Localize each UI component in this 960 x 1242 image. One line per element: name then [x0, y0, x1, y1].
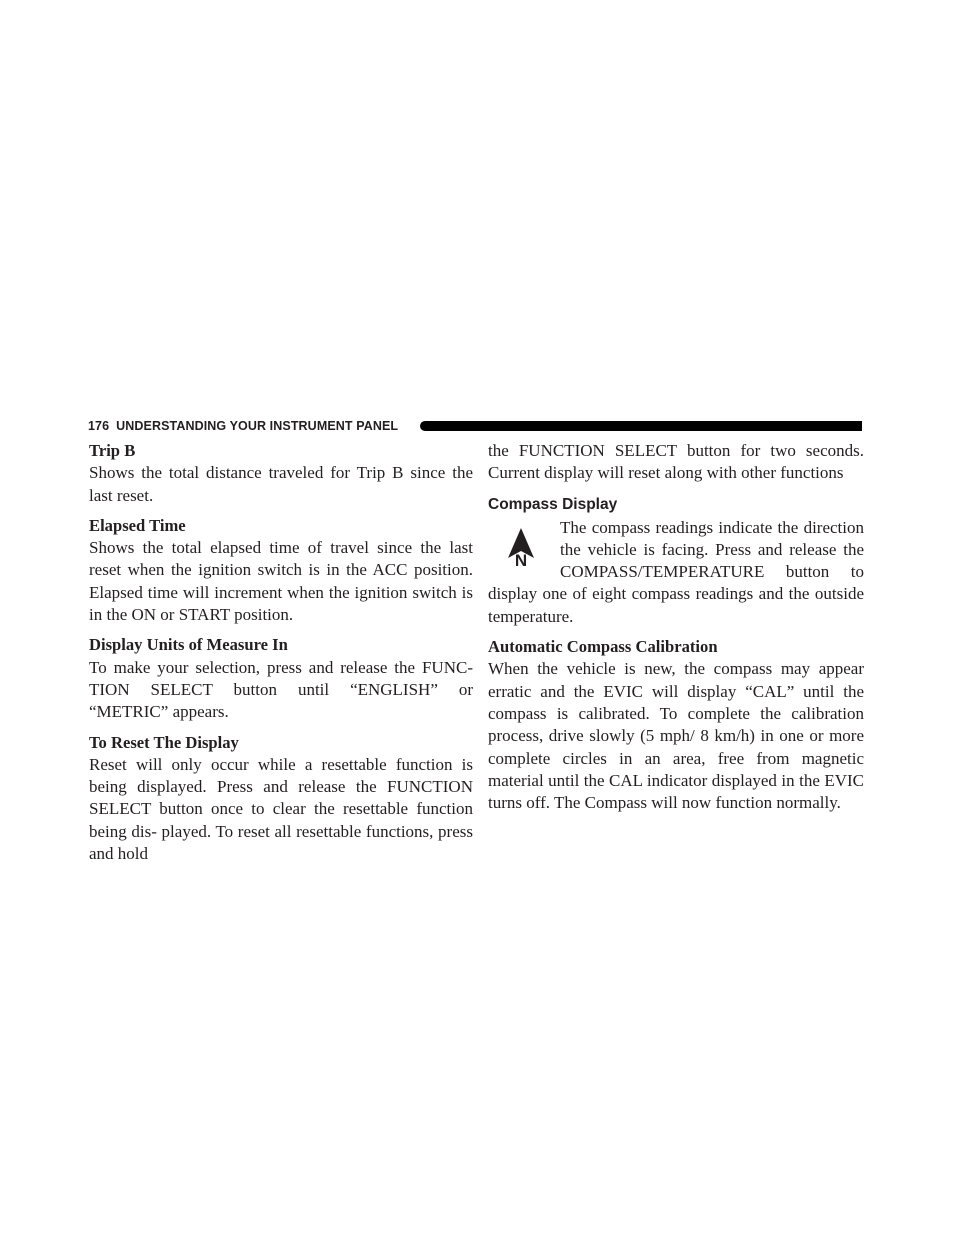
auto-calibration-text: When the vehicle is new, the compass may appear erratic and the EVIC will display “CAL” until the compass is calibrated. To complete the calibration process, drive slowly (5 mph/ 8 km/h) in one or more complete circles in an area, free from magnetic material until the CAL indicator displayed in the EVIC turns off. The Compass will now function normally.	[488, 659, 864, 813]
trip-b-heading: Trip B	[89, 441, 136, 460]
compass-display-heading: Compass Display	[488, 495, 618, 513]
reset-display-continued: the FUNCTION SELECT button for two seconds. Current display will reset along with other functions	[488, 441, 864, 483]
compass-display-text: The compass readings indicate the direction the vehicle is facing. Press and release the COMPASS/TEMPERATURE button to display one of eight compass readings and the outside temperature.	[488, 517, 864, 626]
right-column	[488, 440, 864, 822]
compass-letter: N	[514, 550, 528, 567]
reset-display-heading: To Reset The Display	[89, 732, 239, 752]
left-column	[89, 440, 473, 873]
elapsed-time-text: Shows the total elapsed time of travel since the last reset when the ignition switch is in the ACC position. Elapsed time will increment when the ignition switch is in the ON or START position.	[89, 538, 473, 625]
elapsed-time-heading: Elapsed Time	[89, 515, 186, 535]
reset-display-text: Reset will only occur while a resettable function is being displayed. Press and release the FUNCTION SELECT button once to clear the resettable function being dis- played. To reset all resettable functions, press and hold	[89, 754, 473, 864]
display-units-heading: Display Units of Measure In	[89, 635, 288, 655]
header-rule	[420, 421, 862, 431]
compass-north-icon	[504, 527, 538, 567]
display-units-text: To make your selection, press and release the FUNC- TION SELECT button until “ENGLISH” or “METRIC” appears.	[89, 657, 473, 722]
header-text	[88, 418, 398, 434]
compass-display-section	[488, 517, 864, 628]
page-header	[88, 418, 862, 434]
section-title: UNDERSTANDING YOUR INSTRUMENT PANEL	[116, 419, 399, 433]
auto-calibration-heading: Automatic Compass Calibration	[488, 637, 718, 657]
trip-b-text: Shows the total distance traveled for Trip B since the last reset.	[89, 463, 473, 505]
page-number: 176	[88, 419, 110, 433]
